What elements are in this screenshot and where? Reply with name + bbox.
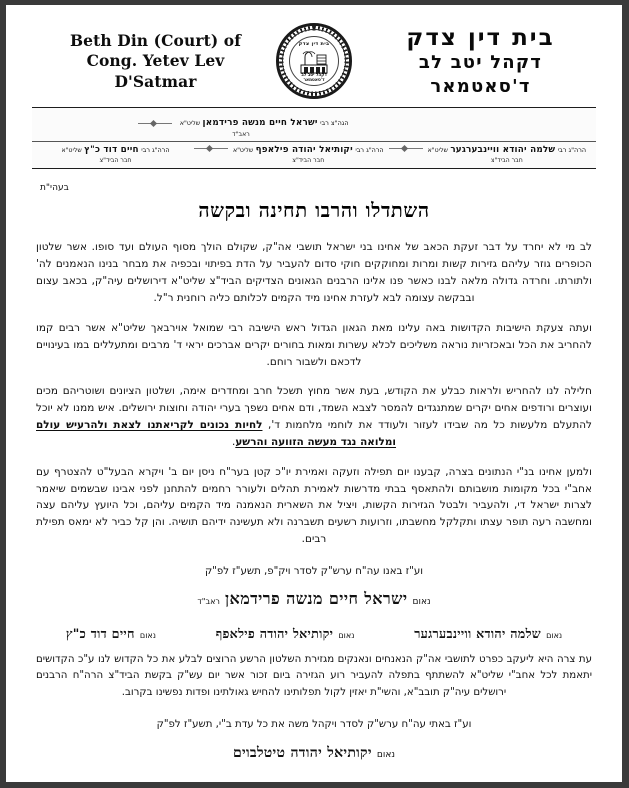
postscript-signoff: וע"ז באתי עה"ח ערש"ק לסדר ויקהל משה את כל עדת ב"י, תשע"ז לפ"ק — [156, 718, 472, 730]
dayan-member-2 — [233, 145, 384, 164]
dayan-head-title: ראב"ד — [232, 130, 250, 138]
letterhead — [32, 21, 596, 107]
postscript-paragraph-1: עת צרה היא ליעקב כפרט לתושבי אה"ק הנאנחים ונאנקים מגזירת השלטון הרשע הרוצים לבלע את כל הקדוש לנו ע"כ הקדושים יתאמת לכל אחב"י שליט"א להשתתף בתפלה להעביר רוע הגזירה ביום זכור אשר יום עש"ק בקשת הביד"צ הרה"ח הרבנים ירושלים עיה"ק תובב"א, והשי"ת יאזין לקול תפלותינו להחיש גאולתינו ופדות נפשינו בקרוב. — [36, 653, 592, 698]
letterhead-english-line-2: Cong. Yetev Lev — [86, 51, 225, 71]
seal-bottom-text: דקהל יטב לב ד'סאטמאר — [301, 72, 327, 82]
paragraph-1: לב מי לא יחרד על דבר זעקת הכאב של אחינו בני ישראל תושבי אה"ק, שקולם הולך מסוף העולם ועד סופו. אשר שלטון הכופרים גוזר עליהם גזירות קשות ומרות ומחוקקים חוקי סדום להעביר על הדת בפיתוי ובכפיה את מבחר בנינו הנאמנים לה' ולתורתו. וחרדה גדולה מלאה לבנו כאשר פנו אלינו הרבנים הגאונים הצדיקים הביד"צ שליט"א דירושלים עיה"ק, בכאב עצום ובבקשה עצומה לבא לעזרת אחינו מיד הקמים לכלותם כליה רוחנית ר"ל. — [36, 241, 592, 305]
ornament-icon — [138, 120, 172, 126]
letterhead-hebrew-line-3: ד'סאטמאר — [430, 75, 531, 97]
dayan-member-2-suffix: שליט"א — [232, 147, 254, 155]
letterhead-hebrew-line-1: בית דין צדק — [406, 25, 555, 51]
letterhead-english-line-3: D'Satmar — [114, 71, 197, 91]
beth-din-seal-icon — [276, 23, 352, 99]
dayan-member-1-prefix: הרה"ג רבי — [557, 146, 586, 155]
signature-head-lead: נאום — [412, 596, 431, 607]
signature-row-members — [36, 623, 592, 642]
dayanim-band-head — [32, 108, 596, 141]
letterhead-english-line-1: Beth Din (Court) of — [69, 31, 242, 50]
dayan-member-1-name: שלמה יהודא וויינבערגער — [450, 145, 556, 156]
dayan-head-name: ישראל חיים מנשה פרידמאן — [202, 118, 318, 128]
ornament-icon-3 — [194, 145, 228, 151]
dayan-member-2-title: חבר הביד"צ — [292, 156, 325, 164]
scan-border-right — [622, 0, 629, 788]
dayan-member-2-name: יקותיאל יהודה פילאפף — [255, 145, 353, 156]
ornament-icon-2 — [389, 145, 423, 151]
letterhead-divider-bottom — [32, 168, 596, 169]
signature-head-name: ישראל חיים מנשה פרידמאן — [225, 588, 408, 608]
dayanim-band-members — [32, 142, 596, 168]
dayan-member-3 — [42, 145, 189, 164]
signature-head-role: ראב"ד — [197, 596, 220, 606]
scan-border-bottom — [0, 782, 629, 788]
signature-member-2-lead: נאום — [338, 630, 355, 640]
besiyata-dishmaya: בעהי"ת — [40, 183, 69, 194]
seal-emblem-icon — [299, 49, 329, 74]
signature-member-3-name: חיים דוד כ"ץ — [65, 625, 135, 641]
letterhead-hebrew-title — [373, 25, 588, 98]
signature-postscript — [36, 742, 592, 762]
dayan-member-3-name: חיים דוד כ"ץ — [84, 145, 139, 156]
page-title: השתדלו והרבו תחינה ובקשה — [198, 199, 430, 223]
signature-member-1 — [414, 623, 562, 642]
signature-postscript-name: יקותיאל יהודה טיטלבוים — [233, 744, 372, 761]
signature-member-3 — [66, 623, 156, 642]
dayan-member-3-title: חבר הביד"צ — [99, 156, 132, 164]
dayan-member-1-title: חבר הביד"צ — [490, 156, 523, 164]
dayan-head — [36, 110, 446, 138]
signature-member-2 — [216, 623, 355, 642]
paragraph-2: ועתה צעקת הישיבות הקדושות באה עלינו מאת הגאון הגדול ראש הישיבה רבי שמואל אוירבאך שליט"א אשר רבים קמו להחריב את הכל ובאכזריות נוראה משליכים לכלא עשרות ומאות בחורים יקרים אברכים יראי ד' מרבים ומתעללים במו בעינויים לדכאם ולשבור רוחם. — [36, 321, 592, 368]
letter-sheet — [6, 5, 622, 782]
signature-member-3-lead: נאום — [139, 630, 156, 640]
paragraph-3 — [36, 383, 592, 450]
dayan-head-suffix: שליט"א — [179, 120, 201, 127]
document-body — [32, 183, 596, 761]
signature-postscript-lead: נאום — [376, 749, 395, 760]
signature-member-2-name: יקותיאל יהודה פילאפף — [215, 625, 334, 641]
dayan-member-2-prefix: הרה"ג רבי — [355, 146, 384, 155]
emphasized-call-to-action: לחיות נכונים לקריאתנו לצאת ולהרעיש עולם ומלואה נגד מעשה הזוועה והרשע — [36, 419, 397, 448]
letterhead-hebrew-line-2: דקהל יטב לב — [418, 52, 543, 74]
dayan-member-3-prefix: הרה"ג רבי — [141, 146, 170, 155]
seal-inner-disc — [289, 36, 339, 86]
signoff-line: וע"ז באנו עה"ח ערש"ק לסדר ויק"פ, תשע"ז לפ"ק — [204, 565, 424, 577]
letterhead-english-title — [48, 31, 263, 92]
signature-member-1-lead: נאום — [546, 630, 563, 640]
dayan-member-1-suffix: שליט"א — [427, 147, 448, 155]
signature-member-1-name: שלמה יהודא וויינבערגער — [414, 625, 541, 641]
signature-head — [36, 589, 592, 609]
paragraph-4: ולמען אחינו בנ"י הנתונים בצרה, קבענו יום תפילה וזעקה ואמירת יו"כ קטן בער"ח ניסן יום ב' ויקרא הבעל"ט להצטרף עם אחב"י בכל מקומות מושבותם ולהתאסף בבתי מדרשות לאמירת תהלים ולעורר רחמים להתחנן לפני אבינו שבשמים שיאמר לצרות ישראל די, ולהעביר ולבטל הגזירות הקשות, ויציל את השארית הנאמנה מיד הקמים עליהם, וכל היועץ עליהם עצה ומחשבה רעה תופר עצתו ותקלקל מחשבתו, וזרועות רשעים תשברנה ולא תעשינה ידיהם תושיה. והן קל כביר לא ימאס תפילת רבים. — [36, 465, 592, 546]
dayan-member-1 — [428, 145, 586, 164]
postscript-section — [36, 652, 592, 701]
paragraph-3-text: חלילה לנו להחריש ולראות כבלע את הקודש, בעת אשר מחוץ תשכל חרב ומחדרים אימה, ושלטון הציונים ושוטריהם מכים ועוצרים ורודפים אחים יקרים שמתנגדים להמסר לצבא השמד, ודם אחים נשפך בערי יהודה וחוצות ירושלים. איש ממנו לא יוכל להתעלם מלעשות כל מה שבידו לעזור ולעודד את לוחמי מלחמות ד', לחיות נכונים לקריאתנו לצאת ולהרעיש עולם ומלואה נגד מעשה הזוועה והרשע. — [36, 385, 592, 448]
dayan-head-prefix: הגה"צ רבי — [320, 119, 349, 127]
seal-top-text: בית דין צדק — [298, 41, 330, 47]
dayan-member-3-suffix: שליט"א — [61, 147, 82, 155]
